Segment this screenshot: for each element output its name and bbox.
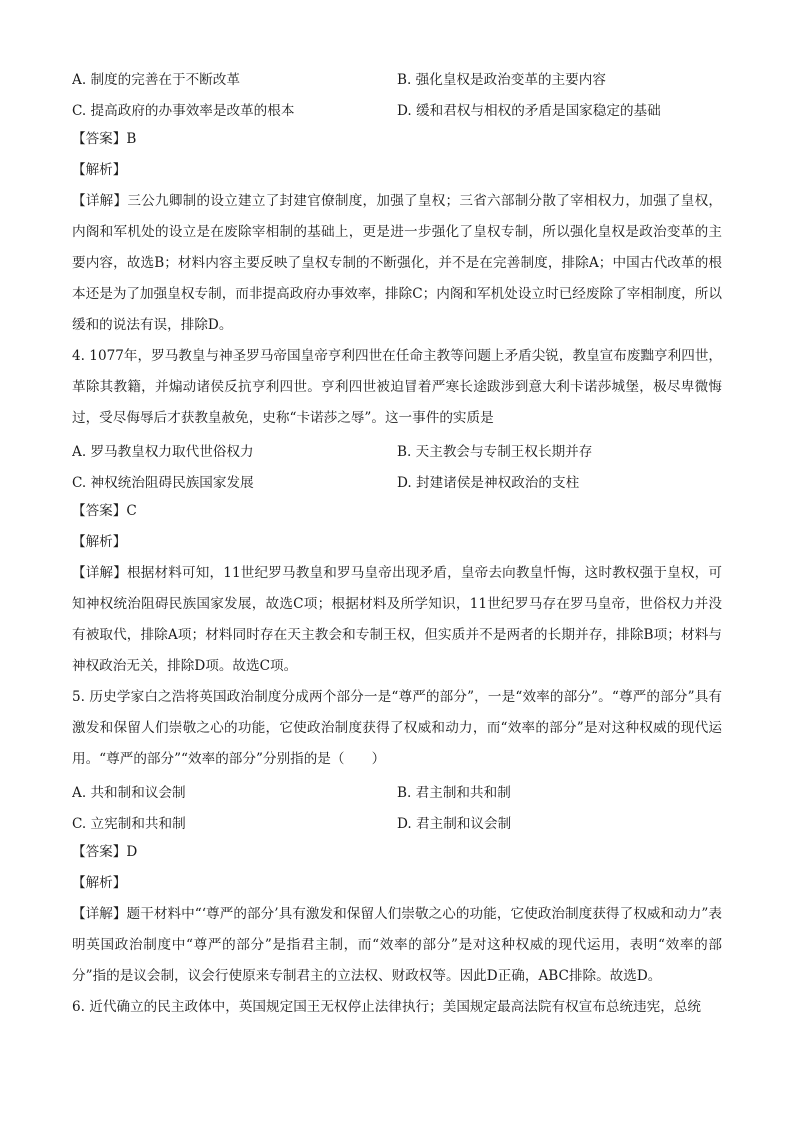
exam-page — [72, 62, 722, 1023]
q3-answer: 【答案】B — [72, 131, 137, 147]
q5-option-c: C. 立宪制和共和制 — [72, 815, 186, 832]
q3-option-c: C. 提高政府的办事效率是改革的根本 — [72, 102, 295, 119]
q5-detail: 【详解】题干材料中“‘尊严的部分’具有激发和保留人们崇敬之心的功能，它使政治制度获得了权威和动力”表明英国政治制度中“尊严的部分”是指君主制，而“效率的部分”是对这种权威的现代运用，表明“效率的部分”指的是议会制，议会行使原来专制君主的立法权、财政权等。因此D正确，ABC排除。故选D。 — [72, 906, 722, 984]
q3-option-b: B. 强化皇权是政治变革的主要内容 — [397, 71, 606, 88]
q5-answer: 【答案】D — [72, 844, 138, 860]
q3-analysis-heading: 【解析】 — [72, 162, 127, 178]
q4-option-a: A. 罗马教皇权力取代世俗权力 — [72, 443, 254, 460]
q5-options-row-1 — [72, 775, 722, 806]
q5-stem: 5. 历史学家白之浩将英国政治制度分成两个部分一是“尊严的部分”，一是“效率的部分”。“尊严的部分”具有激发和保留人们崇敬之心的功能，它使政治制度获得了权威和动力，而“效率的部分”是对这种权威的现代运用。“尊严的部分”“效率的部分”分别指的是（ ） — [72, 689, 722, 767]
q4-option-b: B. 天主教会与专制王权长期并存 — [397, 443, 593, 460]
q3-option-a: A. 制度的完善在于不断改革 — [72, 71, 240, 88]
q4-analysis-heading: 【解析】 — [72, 534, 127, 550]
q4-option-d: D. 封建诸侯是神权政治的支柱 — [397, 474, 580, 491]
q5-options-row-2 — [72, 806, 722, 837]
q3-options-row-1 — [72, 62, 722, 93]
q4-option-c: C. 神权统治阻碍民族国家发展 — [72, 474, 254, 491]
q5-option-d: D. 君主制和议会制 — [397, 815, 512, 832]
q5-analysis-heading: 【解析】 — [72, 875, 127, 891]
q4-answer: 【答案】C — [72, 503, 137, 519]
q4-detail: 【详解】根据材料可知，11世纪罗马教皇和罗马皇帝出现矛盾，皇帝去向教皇忏悔，这时教权强于皇权，可知神权统治阻碍民族国家发展，故选C项；根据材料及所学知识，11世纪罗马存在罗马皇帝，世俗权力并没有被取代，排除A项；材料同时存在天主教会和专制王权，但实质并不是两者的长期并存，排除B项；材料与神权政治无关，排除D项。故选C项。 — [72, 565, 722, 674]
q4-options-row-2 — [72, 465, 722, 496]
q3-options-row-2 — [72, 93, 722, 124]
q3-option-d: D. 缓和君权与相权的矛盾是国家稳定的基础 — [397, 102, 661, 119]
q4-options-row-1 — [72, 434, 722, 465]
q4-stem: 4. 1077年，罗马教皇与神圣罗马帝国皇帝亨利四世在任命主教等问题上矛盾尖锐，教皇宣布废黜亨利四世，革除其教籍，并煽动诸侯反抗亨利四世。亨利四世被迫冒着严寒长途跋涉到意大利卡诺莎城堡，极尽卑微悔过，受尽侮辱后才获教皇赦免，史称“卡诺莎之辱”。这一事件的实质是 — [72, 348, 723, 426]
q5-option-b: B. 君主制和共和制 — [397, 784, 511, 801]
q5-option-a: A. 共和制和议会制 — [72, 784, 186, 801]
q3-detail: 【详解】三公九卿制的设立建立了封建官僚制度，加强了皇权；三省六部制分散了宰相权力，加强了皇权，内阁和军机处的设立是在废除宰相制的基础上，更是进一步强化了皇权专制，所以强化皇权是政治变革的主要内容，故选B；材料内容主要反映了皇权专制的不断强化，并不是在完善制度，排除A；中国古代改革的根本还是为了加强皇权专制，而非提高政府办事效率，排除C；内阁和军机处设立时已经废除了宰相制度，所以缓和的说法有误，排除D。 — [72, 193, 722, 333]
q6-stem: 6. 近代确立的民主政体中，英国规定国王无权停止法律执行；美国规定最高法院有权宣布总统违宪，总统 — [72, 999, 702, 1015]
